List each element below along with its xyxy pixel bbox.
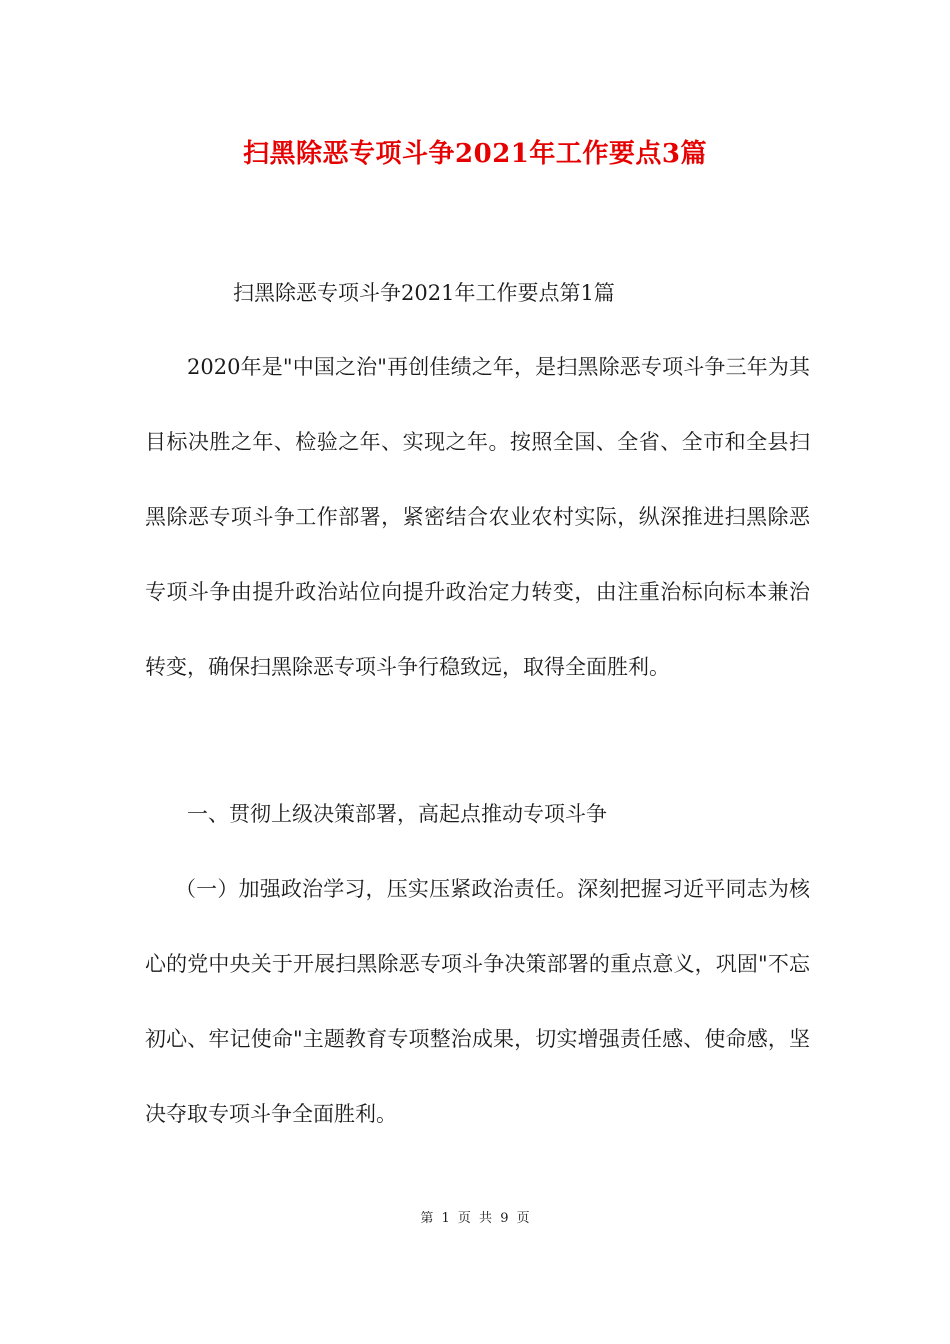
paragraph-item-one: （一）加强政治学习，压实压紧政治责任。深刻把握习近平同志为核心的党中央关于开展扫黑除恶专项斗争决策部署的重点意义，巩固"不忘初心、牢记使命"主题教育专项整治成果，切实增强责任感、使命感，坚决夺取专项斗争全面胜利。 [145,877,810,1126]
document-title: 扫黑除恶专项斗争2021年工作要点3篇 [243,139,707,169]
page-footer: 第 1 页 共 9 页 [420,1211,530,1226]
heading-part-one: 一、贯彻上级决策部署，高起点推动专项斗争 [187,802,607,826]
section-title: 扫黑除恶专项斗争2021年工作要点第1篇 [233,281,615,305]
paragraph-intro: 2020年是"中国之治"再创佳绩之年，是扫黑除恶专项斗争三年为其目标决胜之年、检验之年、实现之年。按照全国、全省、全市和全县扫黑除恶专项斗争工作部署，紧密结合农业农村实际，纵深推进扫黑除恶专项斗争由提升政治站位向提升政治定力转变，由注重治标向标本兼治转变，确保扫黑除恶专项斗争行稳致远，取得全面胜利。 [145,355,810,679]
